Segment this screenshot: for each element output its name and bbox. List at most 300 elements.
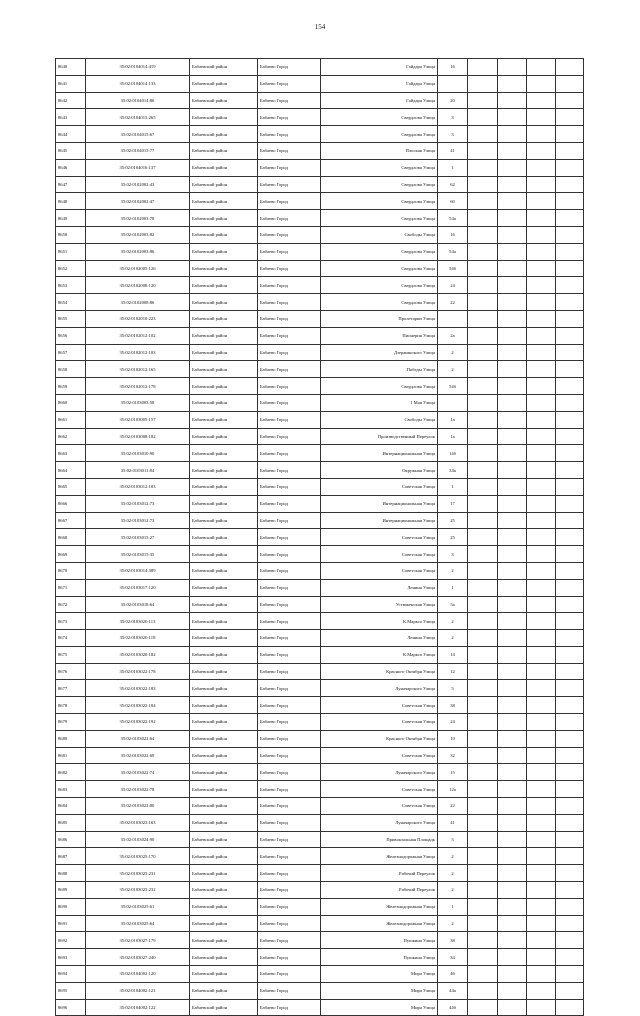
cadastral-number-cell: 35:02:0103025:231: [86, 865, 190, 882]
cadastral-number-cell: 35:02:0103025:170: [86, 848, 190, 865]
table-row: [56, 714, 584, 731]
city-cell: Бабаево Город: [258, 882, 321, 899]
row-number-cell: 8653: [56, 277, 86, 294]
empty-cell: [556, 126, 584, 143]
empty-cell: [527, 630, 556, 647]
table-row: [56, 478, 584, 495]
house-number-cell: 3: [438, 546, 468, 563]
district-cell: Бабаевский район: [190, 428, 258, 445]
district-cell: Бабаевский район: [190, 92, 258, 109]
street-cell: Советская Улица: [321, 781, 438, 798]
cadastral-number-cell: 35:02:0103008:182: [86, 428, 190, 445]
empty-cell: [556, 814, 584, 831]
row-number-cell: 8674: [56, 630, 86, 647]
cadastral-number-cell: 35:02:0102012:165: [86, 361, 190, 378]
empty-cell: [468, 714, 498, 731]
table-row: [56, 966, 584, 983]
empty-cell: [527, 411, 556, 428]
row-number-cell: 8658: [56, 361, 86, 378]
empty-cell: [468, 512, 498, 529]
city-cell: Бабаево Город: [258, 579, 321, 596]
house-number-cell: 3: [438, 126, 468, 143]
street-cell: Советская Улица: [321, 529, 438, 546]
empty-cell: [527, 680, 556, 697]
house-number-cell: 62: [438, 176, 468, 193]
empty-cell: [556, 663, 584, 680]
table-row: [56, 697, 584, 714]
empty-cell: [498, 630, 527, 647]
empty-cell: [468, 848, 498, 865]
empty-cell: [468, 882, 498, 899]
row-number-cell: 8672: [56, 596, 86, 613]
street-cell: Луначарского Улица: [321, 680, 438, 697]
empty-cell: [556, 193, 584, 210]
table-row: [56, 75, 584, 92]
empty-cell: [527, 697, 556, 714]
table-row: [56, 142, 584, 159]
city-cell: Бабаево Город: [258, 495, 321, 512]
empty-cell: [556, 310, 584, 327]
empty-cell: [527, 327, 556, 344]
empty-cell: [498, 579, 527, 596]
empty-cell: [468, 495, 498, 512]
empty-cell: [498, 764, 527, 781]
cadastral-number-cell: 35:02:0103012:103: [86, 478, 190, 495]
empty-cell: [498, 747, 527, 764]
house-number-cell: [438, 394, 468, 411]
row-number-cell: 8665: [56, 478, 86, 495]
empty-cell: [556, 411, 584, 428]
cadastral-number-cell: 35:02:0102012:102: [86, 327, 190, 344]
street-cell: Производственный Переулок: [321, 428, 438, 445]
house-number-cell: 2: [438, 915, 468, 932]
empty-cell: [498, 394, 527, 411]
empty-cell: [468, 747, 498, 764]
street-cell: Устюженская Улица: [321, 596, 438, 613]
empty-cell: [556, 478, 584, 495]
cadastral-number-cell: 35:02:0104015:67: [86, 126, 190, 143]
empty-cell: [527, 142, 556, 159]
empty-cell: [527, 882, 556, 899]
cadastral-number-cell: 35:02:0103010:90: [86, 445, 190, 462]
district-cell: Бабаевский район: [190, 411, 258, 428]
street-cell: Плоская Улица: [321, 142, 438, 159]
street-cell: Интернациональная Улица: [321, 495, 438, 512]
empty-cell: [468, 680, 498, 697]
empty-cell: [498, 512, 527, 529]
empty-cell: [498, 159, 527, 176]
empty-cell: [556, 730, 584, 747]
table-row: [56, 882, 584, 899]
empty-cell: [527, 646, 556, 663]
house-number-cell: 22: [438, 294, 468, 311]
table-row: [56, 394, 584, 411]
cadastral-number-cell: 35:02:0104002:121: [86, 982, 190, 999]
district-cell: Бабаевский район: [190, 495, 258, 512]
empty-cell: [556, 966, 584, 983]
district-cell: Бабаевский район: [190, 546, 258, 563]
table-row: [56, 579, 584, 596]
city-cell: Бабаево Город: [258, 445, 321, 462]
table-row: [56, 310, 584, 327]
empty-cell: [556, 277, 584, 294]
empty-cell: [527, 294, 556, 311]
house-number-cell: 34: [438, 949, 468, 966]
city-cell: Бабаево Город: [258, 730, 321, 747]
empty-cell: [468, 579, 498, 596]
empty-cell: [527, 176, 556, 193]
street-cell: Интернациональная Улица: [321, 512, 438, 529]
row-number-cell: 8659: [56, 378, 86, 395]
house-number-cell: 60: [438, 193, 468, 210]
table-row: [56, 949, 584, 966]
table-row: [56, 898, 584, 915]
empty-cell: [498, 277, 527, 294]
table-row: [56, 59, 584, 76]
house-number-cell: 38: [438, 697, 468, 714]
empty-cell: [468, 546, 498, 563]
empty-cell: [527, 428, 556, 445]
row-number-cell: 8668: [56, 529, 86, 546]
empty-cell: [527, 260, 556, 277]
empty-cell: [468, 176, 498, 193]
city-cell: Бабаево Город: [258, 814, 321, 831]
empty-cell: [468, 798, 498, 815]
empty-cell: [498, 781, 527, 798]
city-cell: Бабаево Город: [258, 697, 321, 714]
empty-cell: [498, 344, 527, 361]
house-number-cell: 25: [438, 529, 468, 546]
city-cell: Бабаево Город: [258, 966, 321, 983]
house-number-cell: 1а: [438, 428, 468, 445]
district-cell: Бабаевский район: [190, 915, 258, 932]
empty-cell: [468, 814, 498, 831]
district-cell: Бабаевский район: [190, 798, 258, 815]
city-cell: Бабаево Город: [258, 142, 321, 159]
empty-cell: [556, 109, 584, 126]
street-cell: Свердлова Улица: [321, 277, 438, 294]
city-cell: Бабаево Город: [258, 378, 321, 395]
row-number-cell: 8684: [56, 798, 86, 815]
street-cell: Дзержинского Улица: [321, 344, 438, 361]
empty-cell: [468, 831, 498, 848]
street-cell: Свердлова Улица: [321, 378, 438, 395]
empty-cell: [527, 277, 556, 294]
empty-cell: [468, 663, 498, 680]
house-number-cell: 54б: [438, 260, 468, 277]
empty-cell: [498, 865, 527, 882]
district-cell: Бабаевский район: [190, 294, 258, 311]
table-row: [56, 814, 584, 831]
cadastral-number-cell: 35:02:0103022:178: [86, 663, 190, 680]
city-cell: Бабаево Город: [258, 226, 321, 243]
city-cell: Бабаево Город: [258, 92, 321, 109]
empty-cell: [527, 562, 556, 579]
table-row: [56, 210, 584, 227]
row-number-cell: 8657: [56, 344, 86, 361]
city-cell: Бабаево Город: [258, 159, 321, 176]
house-number-cell: 44б: [438, 999, 468, 1016]
house-number-cell: 12а: [438, 781, 468, 798]
district-cell: Бабаевский район: [190, 663, 258, 680]
empty-cell: [498, 126, 527, 143]
cadastral-number-cell: 35:02:0103022:78: [86, 781, 190, 798]
row-number-cell: 8660: [56, 394, 86, 411]
house-number-cell: 3: [438, 109, 468, 126]
cadastral-number-cell: 35:02:0103011:84: [86, 462, 190, 479]
empty-cell: [527, 949, 556, 966]
district-cell: Бабаевский район: [190, 898, 258, 915]
city-cell: Бабаево Город: [258, 361, 321, 378]
empty-cell: [468, 394, 498, 411]
empty-cell: [527, 59, 556, 76]
table-row: [56, 260, 584, 277]
cadastral-number-cell: 35:02:0102002:43: [86, 176, 190, 193]
cadastral-number-cell: 35:02:0104014:133: [86, 75, 190, 92]
empty-cell: [498, 562, 527, 579]
city-cell: Бабаево Город: [258, 798, 321, 815]
empty-cell: [468, 142, 498, 159]
table-row: [56, 428, 584, 445]
table-row: [56, 562, 584, 579]
empty-cell: [498, 378, 527, 395]
empty-cell: [468, 226, 498, 243]
house-number-cell: 2: [438, 562, 468, 579]
empty-cell: [556, 579, 584, 596]
district-cell: Бабаевский район: [190, 109, 258, 126]
city-cell: Бабаево Город: [258, 999, 321, 1016]
city-cell: Бабаево Город: [258, 411, 321, 428]
row-number-cell: 8693: [56, 949, 86, 966]
district-cell: Бабаевский район: [190, 949, 258, 966]
empty-cell: [556, 932, 584, 949]
empty-cell: [556, 596, 584, 613]
row-number-cell: 8644: [56, 126, 86, 143]
empty-cell: [556, 294, 584, 311]
empty-cell: [468, 243, 498, 260]
empty-cell: [498, 966, 527, 983]
empty-cell: [498, 226, 527, 243]
cadastral-number-cell: 35:02:0102010:223: [86, 310, 190, 327]
empty-cell: [556, 781, 584, 798]
street-cell: Мира Улица: [321, 966, 438, 983]
table-row: [56, 630, 584, 647]
row-number-cell: 8691: [56, 915, 86, 932]
district-cell: Бабаевский район: [190, 764, 258, 781]
city-cell: Бабаево Город: [258, 394, 321, 411]
empty-cell: [556, 949, 584, 966]
empty-cell: [498, 596, 527, 613]
table-row: [56, 663, 584, 680]
street-cell: Окружная Улица: [321, 462, 438, 479]
district-cell: Бабаевский район: [190, 478, 258, 495]
table-row: [56, 915, 584, 932]
empty-cell: [556, 680, 584, 697]
table-row: [56, 680, 584, 697]
table-row: [56, 865, 584, 882]
district-cell: Бабаевский район: [190, 982, 258, 999]
table-row: [56, 462, 584, 479]
empty-cell: [498, 59, 527, 76]
empty-cell: [556, 260, 584, 277]
empty-cell: [556, 75, 584, 92]
table-row: [56, 848, 584, 865]
district-cell: Бабаевский район: [190, 193, 258, 210]
house-number-cell: 3: [438, 831, 468, 848]
table-row: [56, 378, 584, 395]
empty-cell: [498, 848, 527, 865]
empty-cell: [468, 411, 498, 428]
cadastral-number-cell: 35:02:0103027:240: [86, 949, 190, 966]
house-number-cell: [438, 310, 468, 327]
registry-table: [55, 58, 584, 1016]
empty-cell: [468, 630, 498, 647]
street-cell: Привокзальная Площадь: [321, 831, 438, 848]
cadastral-number-cell: 35:02:0103014:389: [86, 562, 190, 579]
house-number-cell: 20: [438, 92, 468, 109]
street-cell: Луначарского Улица: [321, 814, 438, 831]
row-number-cell: 8681: [56, 747, 86, 764]
row-number-cell: 8661: [56, 411, 86, 428]
empty-cell: [556, 848, 584, 865]
empty-cell: [527, 378, 556, 395]
cadastral-number-cell: 35:02:0103027:179: [86, 932, 190, 949]
street-cell: Советская Улица: [321, 714, 438, 731]
empty-cell: [498, 714, 527, 731]
city-cell: Бабаево Город: [258, 982, 321, 999]
city-cell: Бабаево Город: [258, 310, 321, 327]
city-cell: Бабаево Город: [258, 512, 321, 529]
empty-cell: [527, 781, 556, 798]
city-cell: Бабаево Город: [258, 663, 321, 680]
empty-cell: [527, 730, 556, 747]
city-cell: Бабаево Город: [258, 126, 321, 143]
street-cell: Свердлова Улица: [321, 210, 438, 227]
empty-cell: [468, 277, 498, 294]
city-cell: Бабаево Город: [258, 596, 321, 613]
page-number: 154: [314, 23, 326, 31]
empty-cell: [556, 529, 584, 546]
city-cell: Бабаево Город: [258, 478, 321, 495]
empty-cell: [556, 176, 584, 193]
row-number-cell: 8676: [56, 663, 86, 680]
empty-cell: [498, 243, 527, 260]
table-row: [56, 294, 584, 311]
street-cell: Советская Улица: [321, 562, 438, 579]
street-cell: Рабочий Переулок: [321, 882, 438, 899]
table-row: [56, 495, 584, 512]
empty-cell: [498, 495, 527, 512]
row-number-cell: 8664: [56, 462, 86, 479]
house-number-cell: 38: [438, 932, 468, 949]
empty-cell: [498, 294, 527, 311]
table-row: [56, 277, 584, 294]
district-cell: Бабаевский район: [190, 697, 258, 714]
street-cell: Красного Октября Улица: [321, 730, 438, 747]
district-cell: Бабаевский район: [190, 59, 258, 76]
row-number-cell: 8695: [56, 982, 86, 999]
empty-cell: [556, 630, 584, 647]
empty-cell: [498, 680, 527, 697]
empty-cell: [468, 75, 498, 92]
table-row: [56, 159, 584, 176]
street-cell: Мира Улица: [321, 982, 438, 999]
street-cell: Свердлова Улица: [321, 294, 438, 311]
table-row: [56, 361, 584, 378]
city-cell: Бабаево Город: [258, 243, 321, 260]
table-row: [56, 411, 584, 428]
cadastral-number-cell: 35:02:0103020:182: [86, 646, 190, 663]
empty-cell: [498, 260, 527, 277]
house-number-cell: 24: [438, 277, 468, 294]
cadastral-number-cell: 35:02:0103025:232: [86, 882, 190, 899]
row-number-cell: 8687: [56, 848, 86, 865]
empty-cell: [498, 75, 527, 92]
empty-cell: [468, 193, 498, 210]
district-cell: Бабаевский район: [190, 646, 258, 663]
cadastral-number-cell: 35:02:0103022:183: [86, 680, 190, 697]
table-row: [56, 764, 584, 781]
row-number-cell: 8648: [56, 193, 86, 210]
table-row: [56, 831, 584, 848]
cadastral-number-cell: 35:02:0102005:126: [86, 260, 190, 277]
house-number-cell: 22: [438, 798, 468, 815]
empty-cell: [556, 982, 584, 999]
street-cell: Советская Улица: [321, 697, 438, 714]
row-number-cell: 8671: [56, 579, 86, 596]
city-cell: Бабаево Город: [258, 176, 321, 193]
empty-cell: [527, 243, 556, 260]
row-number-cell: 8679: [56, 714, 86, 731]
empty-cell: [468, 730, 498, 747]
row-number-cell: 8656: [56, 327, 86, 344]
row-number-cell: 8646: [56, 159, 86, 176]
district-cell: Бабаевский район: [190, 714, 258, 731]
table-row: [56, 646, 584, 663]
row-number-cell: 8673: [56, 613, 86, 630]
table-row: [56, 226, 584, 243]
house-number-cell: 5а: [438, 596, 468, 613]
empty-cell: [527, 495, 556, 512]
house-number-cell: 15: [438, 764, 468, 781]
city-cell: Бабаево Город: [258, 277, 321, 294]
row-number-cell: 8663: [56, 445, 86, 462]
district-cell: Бабаевский район: [190, 613, 258, 630]
house-number-cell: 2: [438, 882, 468, 899]
street-cell: Гайдара Улица: [321, 92, 438, 109]
table-row: [56, 445, 584, 462]
empty-cell: [527, 546, 556, 563]
row-number-cell: 8640: [56, 59, 86, 76]
row-number-cell: 8669: [56, 546, 86, 563]
district-cell: Бабаевский район: [190, 680, 258, 697]
empty-cell: [468, 344, 498, 361]
table-row: [56, 982, 584, 999]
empty-cell: [556, 428, 584, 445]
row-number-cell: 8678: [56, 697, 86, 714]
house-number-cell: 2: [438, 865, 468, 882]
empty-cell: [527, 798, 556, 815]
street-cell: Ленина Улица: [321, 579, 438, 596]
empty-cell: [468, 613, 498, 630]
street-cell: Пролетарии Улица: [321, 310, 438, 327]
district-cell: Бабаевский район: [190, 310, 258, 327]
table-row: [56, 109, 584, 126]
empty-cell: [527, 613, 556, 630]
cadastral-number-cell: 35:02:0103022:64: [86, 730, 190, 747]
street-cell: Свердлова Улица: [321, 176, 438, 193]
empty-cell: [556, 865, 584, 882]
